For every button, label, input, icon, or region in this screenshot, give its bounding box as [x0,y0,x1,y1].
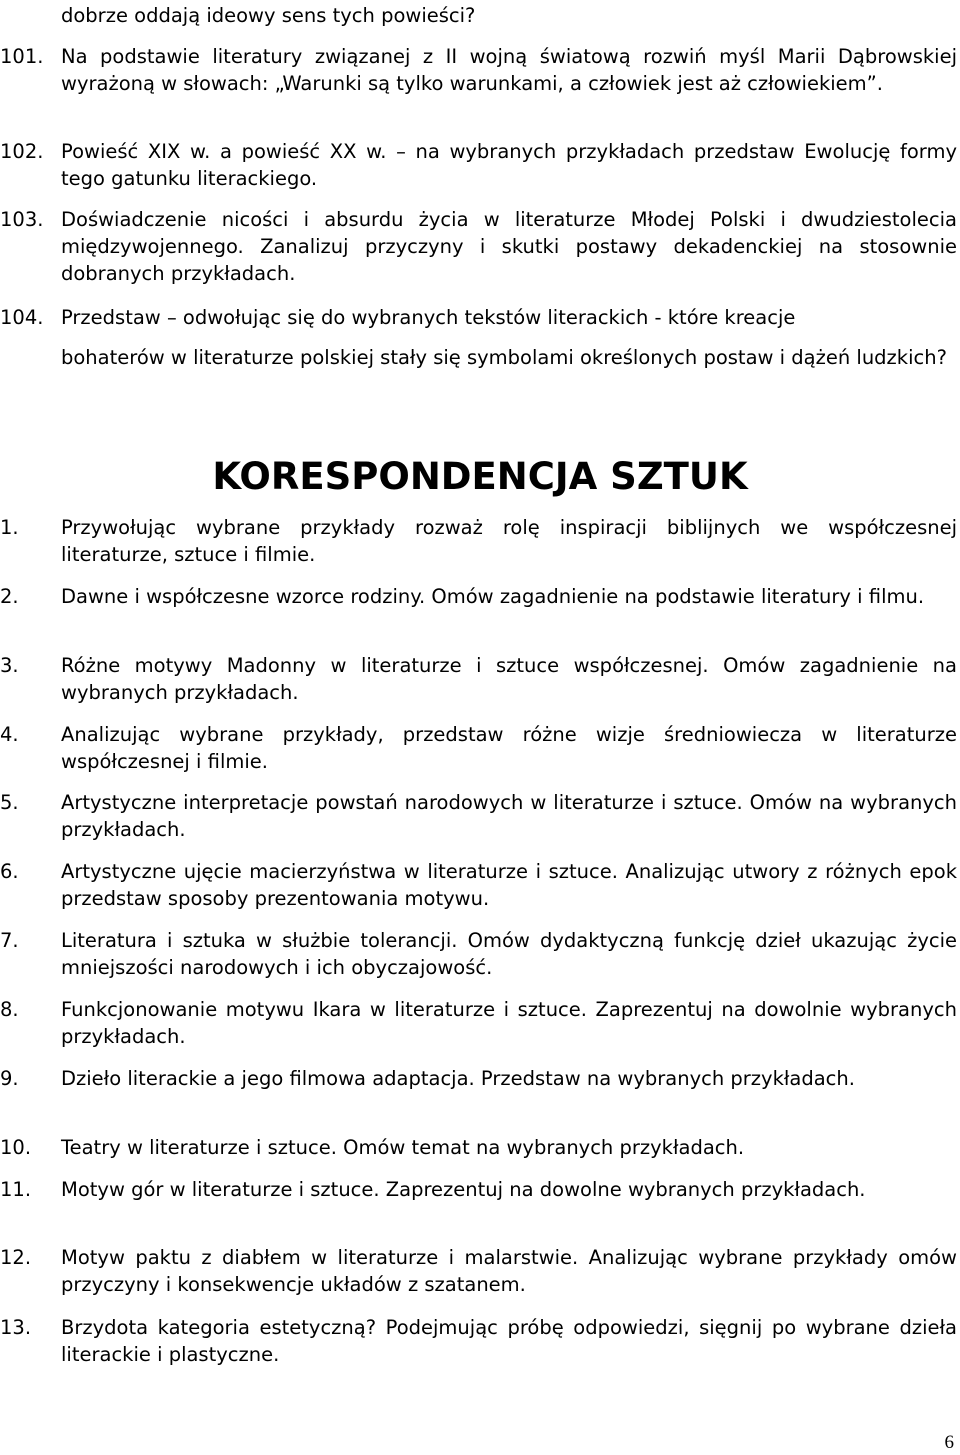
item-number: 10. [0,1136,32,1159]
item-number: 5. [0,791,19,814]
item-number-102: 102. [0,140,44,163]
item-text: Artystyczne interpretacje powstań narodowych w literaturze i sztuce. Omów na wybranych przykładach. [61,791,957,841]
page-number: 6 [944,1432,954,1453]
item-text: Motyw gór w literaturze i sztuce. Zaprezentuj na dowolne wybranych przykładach. [61,1178,866,1201]
item-number: 1. [0,516,19,539]
item-text: Funkcjonowanie motywu Ikara w literaturze i sztuce. Zaprezentuj na dowolnie wybranych przykładach. [61,998,957,1048]
item-number: 8. [0,998,19,1021]
item-text: Analizując wybrane przykłady, przedstaw różne wizje średniowiecza w literaturze współczesnej i filmie. [61,723,957,773]
item-text-102: Powieść XIX w. a powieść XX w. – na wybranych przykładach przedstaw Ewolucję formy tego gatunku literackiego. [61,140,957,190]
item-number: 4. [0,723,19,746]
item-number: 13. [0,1316,32,1339]
item-number: 9. [0,1067,19,1090]
item-text-104-first: Przedstaw – odwołując się do wybranych tekstów literackich - które kreacje [61,306,796,329]
intro-line: dobrze oddają ideowy sens tych powieści? [61,4,476,27]
item-text: Dawne i współczesne wzorce rodziny. Omów zagadnienie na podstawie literatury i filmu. [61,585,925,608]
item-text: Brzydota kategoria estetyczną? Podejmując próbę odpowiedzi, sięgnij po wybrane dzieła literackie i plastyczne. [61,1316,957,1366]
item-number-103: 103. [0,208,44,231]
item-number-104: 104. [0,306,44,329]
item-number: 6. [0,860,19,883]
item-text: Różne motywy Madonny w literaturze i sztuce współczesnej. Omów zagadnienie na wybranych przykładach. [61,654,957,704]
item-text: Artystyczne ujęcie macierzyństwa w literaturze i sztuce. Analizując utwory z różnych epok przedstaw sposoby prezentowania motywu. [61,860,957,910]
item-text: Dzieło literackie a jego filmowa adaptacja. Przedstaw na wybranych przykładach. [61,1067,855,1090]
item-number: 3. [0,654,19,677]
item-text: Motyw paktu z diabłem w literaturze i malarstwie. Analizując wybrane przykłady omów przyczyny i konsekwencje układów z szatanem. [61,1246,957,1296]
item-text-104-rest: bohaterów w literaturze polskiej stały się symbolami określonych postaw i dążeń ludzkich? [61,346,947,369]
item-number-101: 101. [0,45,44,68]
section-title: KORESPONDENCJA SZTUK [212,455,748,498]
item-text-103: Doświadczenie nicości i absurdu życia w literaturze Młodej Polski i dwudziestolecia międzywojennego. Zanalizuj przyczyny i skutki postawy dekadenckiej na stosownie dobranych przykładach. [61,208,957,285]
item-number: 11. [0,1178,32,1201]
item-text-101: Na podstawie literatury związanej z II wojną światową rozwiń myśl Marii Dąbrowskiej wyrażoną w słowach: „Warunki są tylko warunkami, a człowiek jest aż człowiekiem”. [61,45,957,95]
item-number: 12. [0,1246,32,1269]
item-number: 2. [0,585,19,608]
item-number: 7. [0,929,19,952]
item-text: Teatry w literaturze i sztuce. Omów temat na wybranych przykładach. [61,1136,745,1159]
item-text: Przywołując wybrane przykłady rozważ rolę inspiracji biblijnych we współczesnej literaturze, sztuce i filmie. [61,516,957,566]
item-text: Literatura i sztuka w służbie tolerancji. Omów dydaktyczną funkcję dzieł ukazując życie mniejszości narodowych i ich obyczajowość. [61,929,957,979]
